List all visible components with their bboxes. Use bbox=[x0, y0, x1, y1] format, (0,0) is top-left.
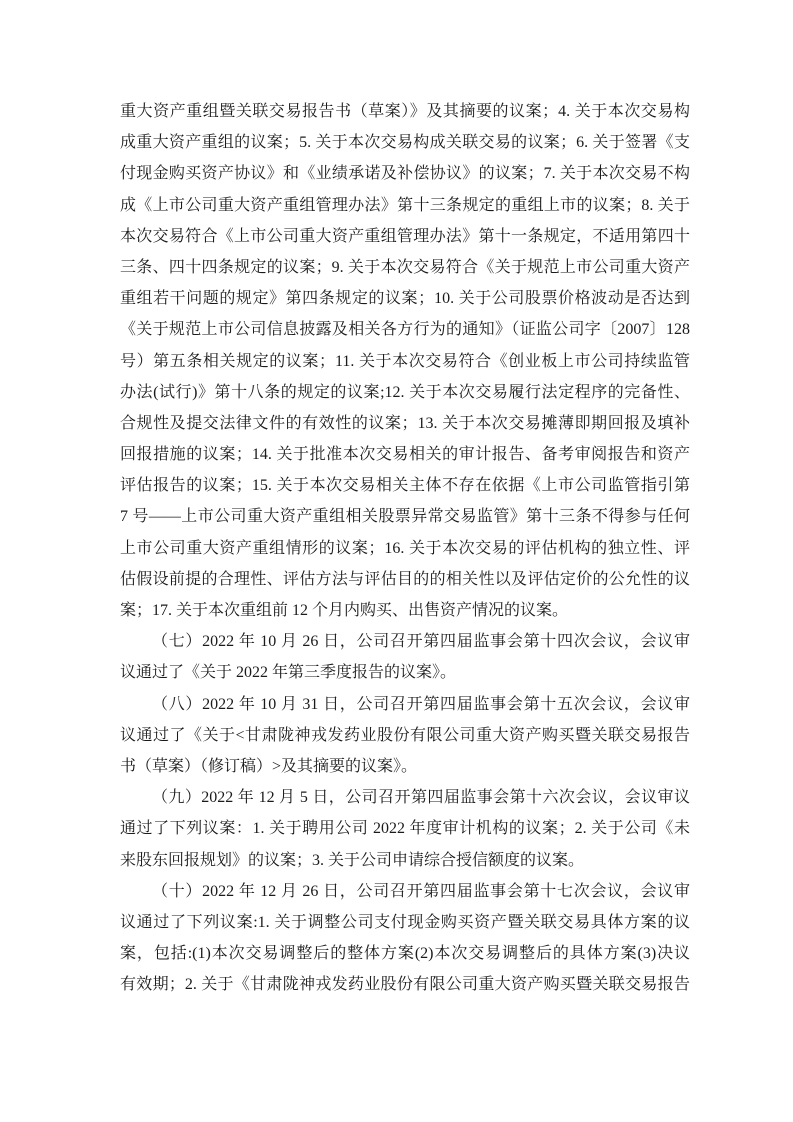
text-line: 议通过了下列议案:1. 关于调整公司支付现金购买资产暨关联交易具体方案的议 bbox=[120, 913, 690, 931]
text-line: 7 号——上市公司重大资产重组相关股票异常交易监管》第十三条不得参与任何 bbox=[120, 508, 690, 526]
text-line: 来股东回报规划》的议案；3. 关于公司申请综合授信额度的议案。 bbox=[120, 851, 585, 869]
text-line: 成《上市公司重大资产重组管理办法》第十三条规定的重组上市的议案；8. 关于 bbox=[120, 196, 690, 214]
text-line: （九）2022 年 12 月 5 日，公司召开第四届监事会第十六次会议，会议审议 bbox=[152, 789, 690, 807]
text-line: 重组若干问题的规定》第四条规定的议案；10. 关于公司股票价格波动是否达到 bbox=[120, 290, 690, 308]
text-line: 议通过了《关于<甘肃陇神戎发药业股份有限公司重大资产购买暨关联交易报告 bbox=[120, 726, 690, 744]
text-line: 案，包括:(1)本次交易调整后的整体方案(2)本次交易调整后的具体方案(3)决议 bbox=[120, 945, 690, 963]
text-line: 有效期；2. 关于《甘肃陇神戎发药业股份有限公司重大资产购买暨关联交易报告 bbox=[120, 976, 690, 994]
text-line: 上市公司重大资产重组情形的议案；16. 关于本次交易的评估机构的独立性、评 bbox=[120, 539, 690, 557]
text-line: 议通过了《关于 2022 年第三季度报告的议案》。 bbox=[120, 664, 457, 682]
text-line: 成重大资产重组的议案；5. 关于本次交易构成关联交易的议案；6. 关于签署《支 bbox=[120, 134, 690, 152]
text-line: 评估报告的议案；15. 关于本次交易相关主体不存在依据《上市公司监管指引第 bbox=[120, 477, 690, 495]
text-line: 估假设前提的合理性、评估方法与评估目的的相关性以及评估定价的公允性的议 bbox=[120, 570, 690, 588]
text-line: 案；17. 关于本次重组前 12 个月内购买、出售资产情况的议案。 bbox=[120, 602, 569, 619]
text-line: 通过了下列议案：1. 关于聘用公司 2022 年度审计机构的议案；2. 关于公司《未 bbox=[120, 820, 690, 838]
text-line: 回报措施的议案；14. 关于批准本次交易相关的审计报告、备考审阅报告和资产 bbox=[120, 446, 690, 464]
text-line: 付现金购买资产协议》和《业绩承诺及补偿协议》的议案；7. 关于本次交易不构 bbox=[120, 165, 690, 183]
text-line: 本次交易符合《上市公司重大资产重组管理办法》第十一条规定，不适用第四十 bbox=[120, 227, 690, 245]
text-line: （七）2022 年 10 月 26 日，公司召开第四届监事会第十四次会议，会议审 bbox=[152, 633, 690, 651]
document-body bbox=[120, 96, 690, 1000]
text-line: （十）2022 年 12 月 26 日，公司召开第四届监事会第十七次会议，会议审 bbox=[152, 882, 690, 900]
text-line: 号）第五条相关规定的议案；11. 关于本次交易符合《创业板上市公司持续监管 bbox=[120, 352, 690, 370]
text-line: 重大资产重组暨关联交易报告书（草案）》及其摘要的议案；4. 关于本次交易构 bbox=[120, 103, 690, 120]
text-line: 书（草案）（修订稿）>及其摘要的议案》。 bbox=[120, 757, 418, 775]
text-line: 《关于规范上市公司信息披露及相关各方行为的通知》（证监公司字〔2007〕128 bbox=[120, 321, 690, 339]
text-line: 三条、四十四条规定的议案；9. 关于本次交易符合《关于规范上市公司重大资产 bbox=[120, 258, 690, 276]
text-line: 合规性及提交法律文件的有效性的议案；13. 关于本次交易摊薄即期回报及填补 bbox=[120, 414, 690, 432]
text-line: 办法(试行)》第十八条的规定的议案;12. 关于本次交易履行法定程序的完备性、 bbox=[120, 383, 690, 401]
text-line: （八）2022 年 10 月 31 日，公司召开第四届监事会第十五次会议，会议审 bbox=[152, 695, 690, 713]
